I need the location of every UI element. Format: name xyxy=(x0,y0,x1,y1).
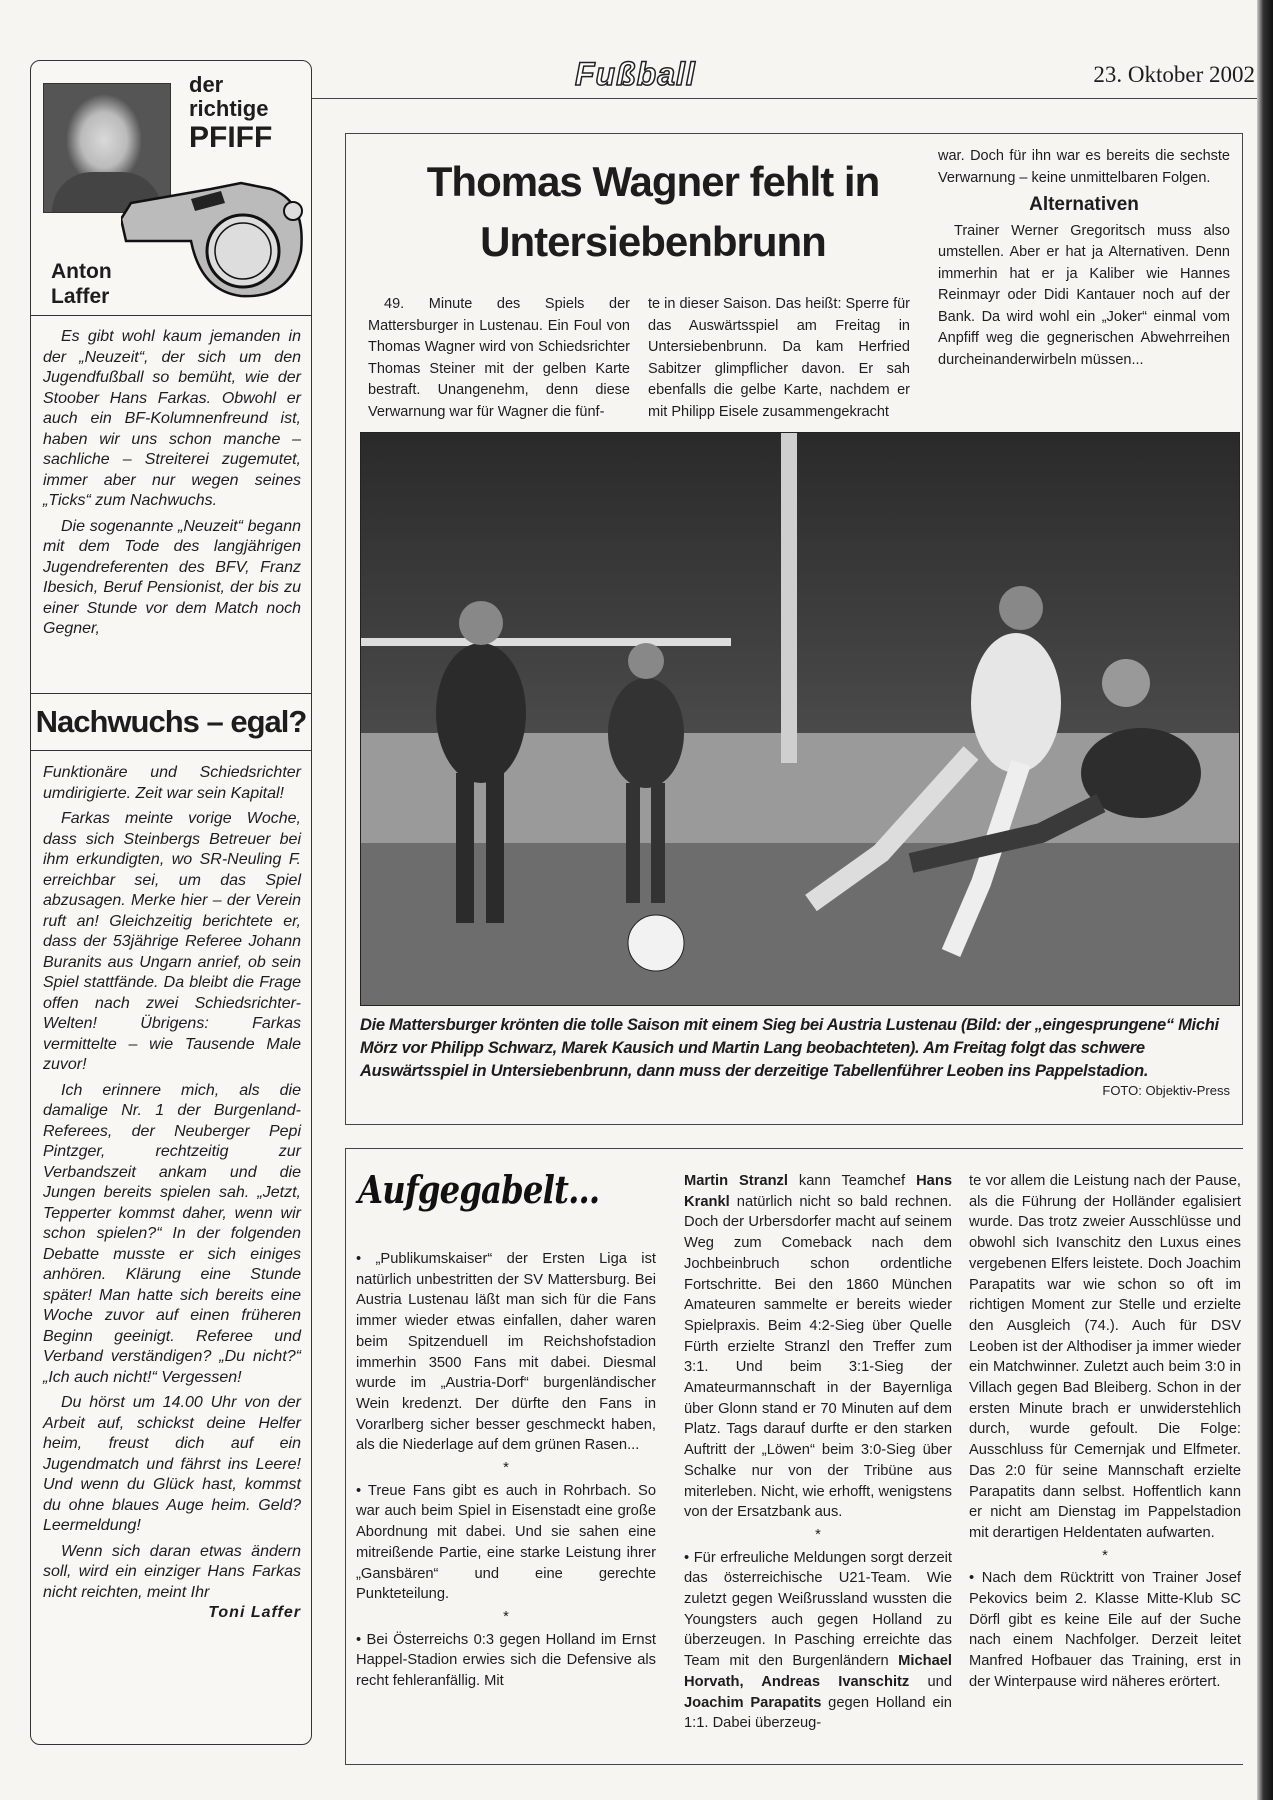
author-name xyxy=(51,259,112,309)
note-item: • „Publikumskaiser“ der Ersten Liga ist natürlich unbestritten der SV Mattersburg. Bei Austria Lustenau läßt man sich für die Fans immer wieder etwas einfallen, daher waren beim Spitzenduell im Reichshofstadion immerhin 3500 Fans mit dabei. Diesmal wurde im „Austria-Dorf“ burgenländischer Wein kredenzt. Der dürfte den Fans in Vorarlberg sicher besser geschmeckt haben, als die Niederlage auf dem grünen Rasen... xyxy=(356,1251,656,1454)
paragraph: Ich erinnere mich, als die damalige Nr. 1 der Burgenland-Referees, der Neuberger Pepi Pintzger, rechtzeitig zur Verbandszeit ankam und die Jungen bereits spielen sah. „Jetzt, Tepperter kommst daher, wenn wir schon spielen?“ In der folgenden Debatte musste er sich einiges anhören. Klärung eine Stunde später! Man hatte sich bereits eine Woche zuvor auf einen früheren Beginn geeinigt. Referee und Verband verständigen? „Du nicht?“ „Ich auch nicht!“ Vergessen! xyxy=(43,1081,301,1386)
text: kann Teamchef xyxy=(787,1173,917,1189)
title-line: richtige xyxy=(189,96,269,121)
note-item: te vor allem die Leistung nach der Pause, als die Führung der Holländer egalisiert wurde. Das trotz zweier Ausschlüsse und obwohl sich Ivanschitz den Luxus eines vergebenen Elfers leistete. Doch Joachim Parapatits war wie schon so oft im richtigen Moment zur Stelle und erzielte den Ausgleich (74.). Auch für DSV Leoben ist der Althodiser ja immer wieder ein Matchwinner. Zuletzt auch beim 3:0 in Villach gegen Bad Bleiberg. Schon in der ersten Minute brach er unwiderstehlich durch, wurde gefoult. Die Folge: Ausschluss für Cemernjak und Elfmeter. Das 2:0 für seine Mannschaft erzielte Parapatits dann selbst. Hoffentlich kann er nicht am Dienstag im Pappelstadion mit derartigen Heldentaten aufwarten. xyxy=(969,1173,1241,1541)
signature: Toni Laffer xyxy=(208,1604,301,1621)
aufgegabelt-section xyxy=(345,1148,1243,1765)
match-photo xyxy=(360,432,1240,1006)
photo-caption: Die Mattersburger krönten die tolle Saison mit einem Sieg bei Austria Lustenau (Bild: der „eingesprungene“ Michi Mörz vor Philipp Schwarz, Marek Kausich und Martin Lang beobachteten). Am Freitag folgt das schwere Auswärtsspiel in Untersiebenbrunn, dann muss der derzeitige Tabellenführer Leoben ins Pappelstadion. xyxy=(360,1016,1219,1080)
aufgegabelt-logo: Aufgegabelt... xyxy=(358,1167,600,1212)
paragraph: Trainer Werner Gregoritsch muss also umstellen. Aber er hat ja Alternativen. Denn immerhin hat er ja Kaliber wie Hannes Reinmayr oder Didi Kantauer noch auf der Bank. Da wird wohl ein „Joker“ einmal vom Anpfiff weg die gegnerischen Abwehrreihen durcheinanderwirbeln müssen... xyxy=(938,222,1230,368)
title-line: der xyxy=(189,72,224,97)
separator-star: * xyxy=(815,1526,821,1543)
author-first: Anton xyxy=(51,260,112,283)
note-item: • Nach dem Rücktritt von Trainer Josef Pekovics beim 2. Klasse Mitte-Klub SC Dörfl gibt es keine Eile auf der Suche nach einem Nachfolger. Derzeit leitet Manfred Hofbauer das Training, erst in der Winterpause wird näheres erörtert. xyxy=(969,1570,1241,1690)
paragraph: Farkas meinte vorige Woche, dass sich Steinbergs Betreuer bei ihm erkundigten, wo SR-Neuling F. erreichbar sei, um das Spiel abzusagen. Merke hier – der Verein ruft an! Gleichzeitig berichtete er, dass der 53jährige Referee Johann Buranits aus Ungarn anrief, ob sein Spiel stattfände. Da bleibt die Frage offen nach zwei Schiedsrichter-Welten! Übrigens: Farkas vermittelte – wie Tausende Male zuvor! xyxy=(43,810,301,1073)
notes-column-2 xyxy=(684,1171,952,1734)
separator-star: * xyxy=(1102,1547,1108,1564)
main-article xyxy=(345,133,1243,1125)
photo-credit: FOTO: Objektiv-Press xyxy=(1102,1083,1230,1098)
paragraph: Du hörst um 14.00 Uhr von der Arbeit auf, schickst deine Helfer heim, freust dich auf ein Jugendmatch und fährst ins Leere! Und wenn du Glück hast, kommst du ohne blaues Auge heim. Geld? Leermeldung! xyxy=(43,1394,301,1534)
column-intro xyxy=(43,327,301,640)
text: • Für erfreuliche Meldungen sorgt derzeit das österreichische U21-Team. Wie zuletzt gegen Weißrussland wussten die Youngsters auch gegen Holland zu überzeugen. In Pasching erreichte das Team mit den Burgenländern xyxy=(684,1549,952,1670)
football-scene-image xyxy=(361,433,1240,1006)
bold-name: Martin Stranzl xyxy=(684,1173,788,1189)
page-binding-edge xyxy=(1257,0,1273,1800)
column-header xyxy=(31,61,311,316)
header-rule xyxy=(312,98,1257,99)
column-body xyxy=(43,763,301,1624)
column-heading: Nachwuchs – egal? xyxy=(31,693,311,751)
section-title: Fußball xyxy=(575,56,696,92)
bold-name: Hans Krankl xyxy=(684,1173,952,1210)
note-item: • Treue Fans gibt es auch in Rohrbach. So war auch beim Spiel in Eisenstadt eine große Abordnung mit dabei. Und sie sahen eine mitreißende Partie, eine starke Leistung ihrer „Gansbären“ und eine gerechte Punkteteilung. xyxy=(356,1482,656,1603)
article-column-2 xyxy=(648,294,910,423)
article-column-3 xyxy=(938,146,1230,371)
notes-column-1 xyxy=(356,1249,656,1692)
bold-name: Michael Horvath, Andreas Ivanschitz xyxy=(684,1653,952,1690)
separator-star: * xyxy=(503,1460,509,1477)
note-item: • Bei Österreichs 0:3 gegen Holland im Ernst Happel-Stadion erwies sich die Defensive als recht fehleranfällig. Mit xyxy=(356,1631,656,1690)
paragraph: Es gibt wohl kaum jemanden in der „Neuzeit“, der sich um den Jugendfußball so bemüht, wie der Stoober Hans Farkas. Obwohl er auch ein BF-Kolumnenfreund ist, haben wir uns schon manche – sachliche – Streiterei zugemutet, immer aber nur wegen seines „Ticks“ zum Nachwuchs. xyxy=(43,328,301,509)
paragraph: war. Doch für ihn war es bereits die sechste Verwarnung – keine unmittelbaren Folgen. xyxy=(938,148,1230,186)
text: gegen Holland ein 1:1. Dabei überzeug- xyxy=(684,1694,952,1732)
paragraph: Die sogenannte „Neuzeit“ begann mit dem Tode des langjährigen Jugendreferenten des BFV, Franz Ibesich, Beruf Pensionist, der bis zu einer Stunde vor dem Match noch Gegner, xyxy=(43,517,301,637)
text: und xyxy=(909,1673,952,1690)
paragraph: Wenn sich daran etwas ändern soll, wird ein einziger Hans Farkas nicht reichten, meint Ihr xyxy=(43,1542,301,1601)
article-subhead: Alternativen xyxy=(1029,194,1139,215)
title-line-pfiff: PFIFF xyxy=(189,121,273,154)
issue-date: 23. Oktober 2002 xyxy=(1093,62,1255,87)
paragraph: te in dieser Saison. Das heißt: Sperre für das Auswärtsspiel am Freitag in Untersiebenbrunn. Da kam Herfried Sabitzer glimpflicher davon. Er sah ebenfalls die gelbe Karte, nachdem er mit Philipp Eisele zusammengekracht xyxy=(648,296,910,420)
article-headline: Thomas Wagner fehlt in Untersiebenbrunn xyxy=(426,158,880,265)
bold-name: Joachim Parapatits xyxy=(684,1694,822,1711)
column-der-richtige-pfiff xyxy=(30,60,312,1745)
separator-star: * xyxy=(503,1608,509,1625)
column-title xyxy=(189,73,272,155)
caption-block xyxy=(360,1014,1230,1099)
article-column-1 xyxy=(368,294,630,423)
author-last: Laffer xyxy=(51,285,110,308)
paragraph: 49. Minute des Spiels der Mattersburger in Lustenau. Ein Foul von Thomas Wagner wird von Schiedsrichter Thomas Steiner mit der gelben Karte bestraft. Unangenehm, denn diese Verwarnung war für Wagner die fünf- xyxy=(368,296,630,420)
text: natürlich nicht so bald rechnen. Doch der Urbersdorfer macht auf seinem Weg zum Comeback nach dem Jochbeinbruch schon ordentliche Fortschritte. Bei den 1860 München Amateuren sammelte er bereits wieder Spielpraxis. Beim 4:2-Sieg über Quelle Fürth erzielte Stranzl den Treffer zum 3:1. Und beim 3:1-Sieg der Amateurmannschaft in der Bayernliga über Glonn stand er 70 Minuten auf dem Platz. Tags darauf durfte er den starken Auftritt der „Löwen“ beim 3:0-Sieg über Schalke nur von der Tribüne aus miterleben. Nicht, wie erhofft, wenigstens von der Ersatzbank aus. xyxy=(684,1193,952,1521)
whistle-icon xyxy=(121,181,311,301)
notes-column-3 xyxy=(969,1171,1241,1693)
paragraph: Funktionäre und Schiedsrichter umdirigierte. Zeit war sein Kapital! xyxy=(43,764,301,802)
